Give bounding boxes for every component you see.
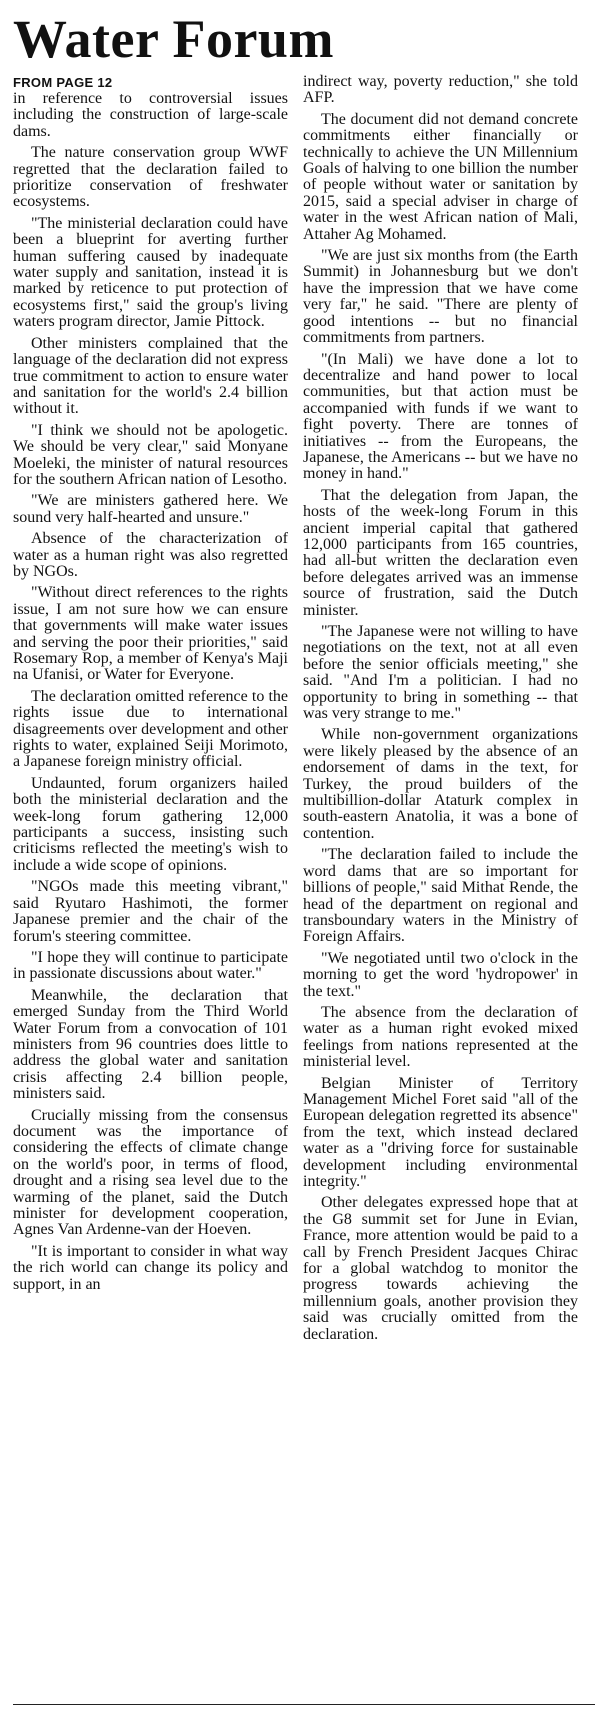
headline: Water Forum	[13, 9, 334, 69]
paragraph: "We are just six months from (the Earth Summit) in Johannesburg but we don't have the impression that we have come very far," he said. "There are plenty of good intentions -- but no financial commitments from partners.	[303, 247, 578, 347]
paragraph: Crucially missing from the consensus document was the importance of considering the effects of climate change on the world's poor, in terms of flood, drought and a rising sea level due to the warming of the planet, said the Dutch minister for development cooperation, Agnes Van Ardenne-van der Hoeven.	[13, 1106, 288, 1239]
left-column	[13, 74, 288, 1348]
paragraph: The absence from the declaration of water as a human right evoked mixed feelings from nations represented at the ministerial level.	[303, 1003, 578, 1071]
bottom-rule	[13, 1704, 595, 1705]
paragraph: "We are ministers gathered here. We sound very half-hearted and unsure."	[13, 492, 288, 526]
paragraph: "NGOs made this meeting vibrant," said Ryutaro Hashimoti, the former Japanese premier and the chair of the forum's steering committee.	[13, 878, 288, 945]
paragraph: The document did not demand concrete commitments either financially or technically to achieve the UN Millennium Goals of halving to one billion the number of people without water or sanitation by 2015, said a special adviser in charge of water in the west African nation of Mali, Attaher Ag Mohamed.	[303, 110, 578, 243]
paragraph: Other ministers complained that the language of the declaration did not express true commitment to action to ensure water and sanitation for the world's 2.4 billion without it.	[13, 334, 288, 418]
paragraph: "The declaration failed to include the word dams that are so important for billions of people," said Mithat Rende, the head of the department on regional and transboundary waters in the Ministry of Foreign Affairs.	[303, 846, 578, 946]
paragraph: Other delegates expressed hope that at the G8 summit set for June in Evian, France, more attention would be paid to a call by French President Jacques Chirac for a global watchdog to monitor the progress towards achieving the millennium goals, another provision they said was crucially omitted from the declaration.	[303, 1194, 578, 1343]
paragraph: indirect way, poverty reduction," she told AFP.	[303, 73, 578, 107]
paragraph: "It is important to consider in what way the rich world can change its policy and support, in an	[13, 1242, 288, 1293]
paragraph: "The ministerial declaration could have been a blueprint for averting further human suffering caused by inadequate water supply and sanitation, instead it is marked by reticence to put protection of ecosystems first," said the group's living waters program director, Jamie Pittock.	[13, 214, 288, 331]
paragraph: "(In Mali) we have done a lot to decentralize and hand power to local communities, but that action must be accompanied with funds if we want to fight poverty. There are tonnes of initiatives -- from the Europeans, the Japanese, the Americans -- but we have no money in hand."	[303, 350, 578, 483]
continued-from-label: FROM PAGE 12	[13, 75, 113, 90]
paragraph: Belgian Minister of Territory Management Michel Foret said "all of the European delegation regretted its absence" from the text, which instead declared water as a "driving force for sustainable development including environmental integrity."	[303, 1074, 578, 1190]
paragraph: "I think we should not be apologetic. We should be very clear," said Monyane Moeleki, the minister of natural resources for the southern African nation of Lesotho.	[13, 421, 288, 488]
paragraph: The nature conservation group WWF regretted that the declaration failed to prioritize conservation of freshwater ecosystems.	[13, 144, 288, 211]
paragraph: That the delegation from Japan, the hosts of the week-long Forum in this ancient imperial capital that gathered 12,000 participants from 165 countries, had all-but written the declaration even before delegates arrived was an immense source of frustration, said the Dutch minister.	[303, 486, 578, 619]
paragraph: While non-government organizations were likely pleased by the absence of an endorsement of dams in the text, for Turkey, the proud builders of the multibillion-dollar Ataturk complex in south-eastern Anatolia, it was a bone of contention.	[303, 726, 578, 842]
paragraph: Absence of the characterization of water as a human right was also regretted by NGOs.	[13, 530, 288, 580]
paragraph: "The Japanese were not willing to have negotiations on the text, not at all even before the senior officials meeting," she said. "And I'm a politician. I had no opportunity to bring in something -- that was very strange to me."	[303, 623, 578, 723]
paragraph: "I hope they will continue to participate in passionate discussions about water."	[13, 948, 288, 983]
paragraph: in reference to controversial issues including the construction of large-scale dams.	[13, 90, 288, 140]
paragraph: Undaunted, forum organizers hailed both the ministerial declaration and the week-long forum gathering 12,000 participants a success, insisting such criticisms reflected the meeting's wish to include a wide scope of opinions.	[13, 774, 288, 874]
paragraph: Meanwhile, the declaration that emerged Sunday from the Third World Water Forum from a convocation of 101 ministers from 96 countries does little to address the global water and sanitation crisis affecting 2.4 billion people, ministers said.	[13, 986, 288, 1103]
paragraph: "Without direct references to the rights issue, I am not sure how we can ensure that governments will make water issues and serving the poor their priorities," said Rosemary Rop, a member of Kenya's Maji na Ufanisi, or Water for Everyone.	[13, 584, 288, 684]
article-body	[13, 74, 595, 1348]
paragraph: "We negotiated until two o'clock in the morning to get the word 'hydropower' in the text."	[303, 949, 578, 1000]
paragraph: The declaration omitted reference to the rights issue due to international disagreements over development and other rights to water, explained Seiji Morimoto, a Japanese foreign ministry official.	[13, 687, 288, 771]
right-column	[303, 74, 578, 1348]
